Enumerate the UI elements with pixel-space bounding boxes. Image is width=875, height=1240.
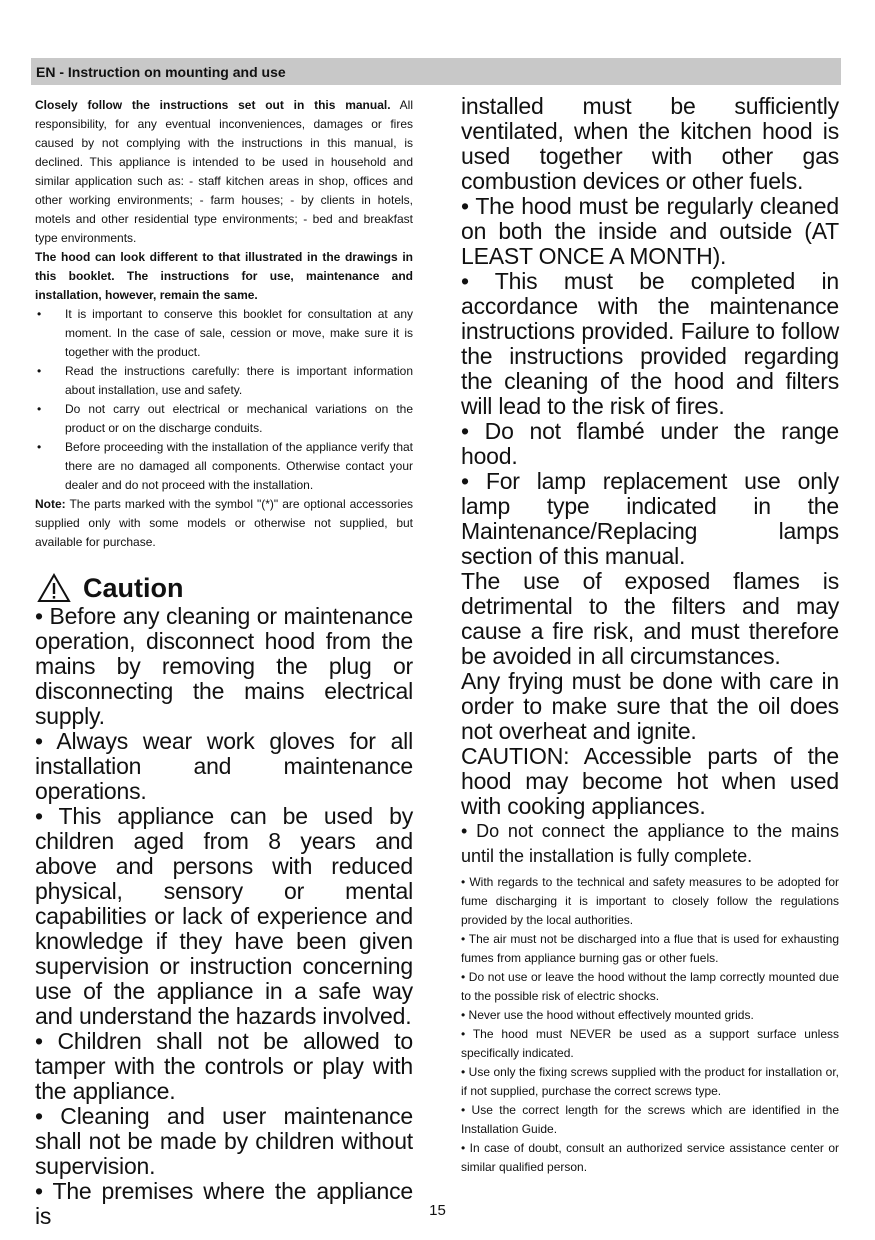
safety-paragraph: • Do not flambé under the range hood.	[461, 418, 839, 469]
small-paragraph: • In case of doubt, consult an authorized service assistance center or similar qualified person.	[461, 1141, 839, 1174]
safety-paragraph: installed must be sufficiently ventilated, when the kitchen hood is used together with other gas combustion devices or other fuels.	[461, 93, 839, 194]
caution-paragraph: • Always wear work gloves for all installation and maintenance operations.	[35, 728, 413, 804]
mains-paragraph: • Do not connect the appliance to the mains until the installation is fully complete.	[461, 821, 839, 866]
intro-paragraph	[35, 96, 413, 248]
left-column	[35, 96, 413, 1229]
warning-triangle-icon	[37, 573, 71, 603]
page-number: 15	[429, 1202, 446, 1219]
safety-paragraph: • The hood must be regularly cleaned on both the inside and outside (AT LEAST ONCE A MONTH).	[461, 193, 839, 269]
right-column	[461, 94, 839, 1177]
intro-text: All responsibility, for any eventual inconveniences, damages or fires caused by not complying with the instructions in this manual, is declined. This appliance is intended to be used in household and similar application such as: - staff kitchen areas in shop, offices and other working environments; - farm houses; - by clients in hotels, motels and other residential type environments; - bed and breakfast type environments.	[35, 98, 413, 245]
small-paragraph: • Never use the hood without effectively mounted grids.	[461, 1008, 754, 1022]
safety-paragraph: • For lamp replacement use only lamp type indicated in the Maintenance/Replacing lamps section of this manual.	[461, 468, 839, 569]
caution-paragraph: • This appliance can be used by children aged from 8 years and above and persons with reduced physical, sensory or mental capabilities or lack of experience and knowledge if they have been given supervision or instruction concerning use of the appliance in a safe way and understand the hazards involved.	[35, 803, 413, 1029]
list-item: • Read the instructions carefully: there is important information about installation, use and safety.	[35, 362, 413, 400]
small-paragraph: • Do not use or leave the hood without the lamp correctly mounted due to the possible risk of electric shocks.	[461, 970, 839, 1003]
bullet-list	[35, 305, 413, 495]
note-text: The parts marked with the symbol "(*)" are optional accessories supplied only with some models or otherwise not supplied, but available for purchase.	[35, 497, 413, 549]
safety-paragraph: CAUTION: Accessible parts of the hood may become hot when used with cooking appliances.	[461, 743, 839, 819]
safety-paragraph: Any frying must be done with care in order to make sure that the oil does not overheat and ignite.	[461, 668, 839, 744]
list-item: • Before proceeding with the installation of the appliance verify that there are no damaged all components. Otherwise contact your dealer and do not proceed with the installation.	[35, 438, 413, 495]
section-header	[31, 58, 841, 85]
note-paragraph	[35, 495, 413, 552]
safety-paragraph: • This must be completed in accordance with the maintenance instructions provided. Failure to follow the instructions provided regarding the cleaning of the hood and filters will lead to the risk of fires.	[461, 268, 839, 419]
small-paragraph: • The air must not be discharged into a flue that is used for exhausting fumes from appliance burning gas or other fuels.	[461, 932, 839, 965]
note-label: Note:	[35, 497, 66, 511]
caution-paragraph: • Before any cleaning or maintenance operation, disconnect hood from the mains by removing the plug or disconnecting the mains electrical supply.	[35, 603, 413, 729]
list-item: • It is important to conserve this booklet for consultation at any moment. In the case of sale, cession or move, make sure it is together with the product.	[35, 305, 413, 362]
caution-paragraph: • The premises where the appliance is	[35, 1178, 413, 1229]
list-item: • Do not carry out electrical or mechanical variations on the product or on the discharge conduits.	[35, 400, 413, 438]
intro-bold: Closely follow the instructions set out in this manual.	[35, 98, 391, 112]
small-paragraph: • The hood must NEVER be used as a support surface unless specifically indicated.	[461, 1027, 839, 1060]
safety-paragraph: The use of exposed flames is detrimental to the filters and may cause a fire risk, and must therefore be avoided in all circumstances.	[461, 568, 839, 669]
caution-title: Caution	[83, 572, 184, 603]
small-paragraph: • Use only the fixing screws supplied with the product for installation or, if not supplied, purchase the correct screws type.	[461, 1065, 839, 1098]
section-title: EN - Instruction on mounting and use	[36, 64, 286, 80]
caution-paragraph: • Cleaning and user maintenance shall not be made by children without supervision.	[35, 1103, 413, 1179]
caution-heading	[35, 572, 413, 604]
caution-paragraph: • Children shall not be allowed to tamper with the controls or play with the appliance.	[35, 1028, 413, 1104]
hood-note: The hood can look different to that illustrated in the drawings in this booklet. The instructions for use, maintenance and installation, however, remain the same.	[35, 250, 413, 302]
small-paragraph: • With regards to the technical and safety measures to be adopted for fume discharging it is important to closely follow the regulations provided by the local authorities.	[461, 875, 839, 927]
small-paragraph: • Use the correct length for the screws which are identified in the Installation Guide.	[461, 1103, 839, 1136]
